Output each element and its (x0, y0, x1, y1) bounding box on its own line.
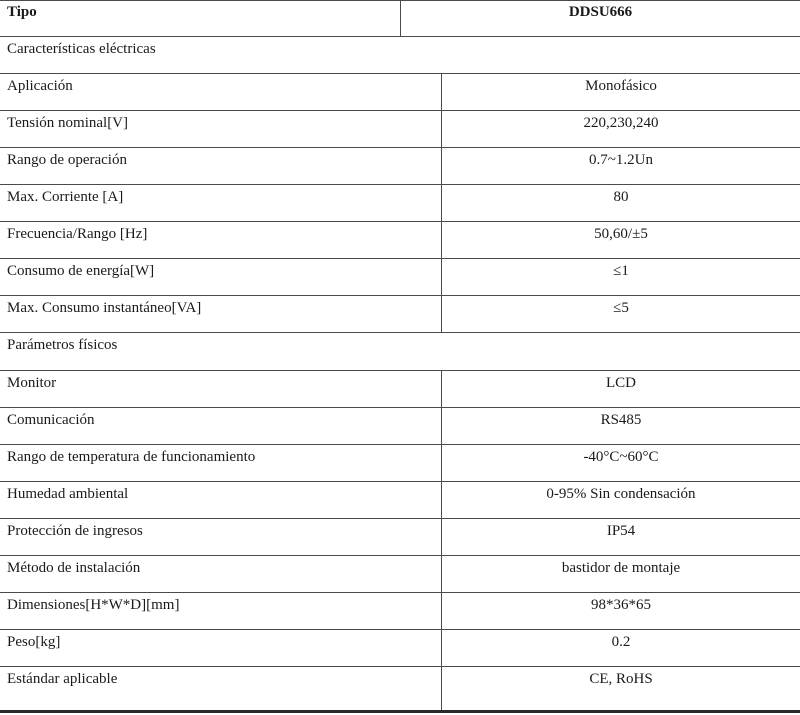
table-row (0, 593, 800, 630)
section-electrical-row (0, 37, 800, 74)
spec-value-voltage: 220,230,240 (441, 111, 800, 147)
table-row (0, 185, 800, 222)
spec-label-dimensions: Dimensiones[H*W*D][mm] (7, 596, 180, 613)
spec-value-humidity: 0-95% Sin condensación (441, 482, 800, 518)
spec-label-standard: Estándar aplicable (7, 671, 118, 687)
section-electrical-label: Características eléctricas (7, 40, 156, 57)
table-row (0, 222, 800, 259)
spec-value-operating-range: 0.7~1.2Un (441, 148, 800, 184)
table-row (0, 111, 800, 148)
table-bottom-border (0, 710, 800, 713)
table-row (0, 556, 800, 593)
header-label: Tipo (7, 3, 37, 20)
spec-label-voltage: Tensión nominal[V] (7, 114, 129, 131)
spec-value-communication: RS485 (441, 408, 800, 444)
section-physical-label: Parámetros físicos (7, 337, 118, 353)
spec-label-instant-consumption: Max. Consumo instantáneo[VA] (7, 299, 202, 316)
table-row (0, 667, 800, 710)
spec-label-humidity: Humedad ambiental (7, 485, 129, 502)
spec-value-temperature-range: -40°C~60°C (441, 445, 800, 481)
spec-label-application: Aplicación (7, 77, 73, 94)
table-row (0, 408, 800, 445)
spec-value-ingress-protection: IP54 (441, 519, 800, 555)
spec-label-temperature-range: Rango de temperatura de funcionamiento (7, 448, 256, 465)
table-header-row (0, 0, 800, 37)
spec-value-dimensions: 98*36*65 (441, 593, 800, 629)
spec-label-monitor: Monitor (7, 374, 57, 391)
table-row (0, 482, 800, 519)
table-row (0, 630, 800, 667)
spec-label-frequency: Frecuencia/Rango [Hz] (7, 225, 148, 242)
spec-label-communication: Comunicación (7, 411, 95, 428)
spec-label-operating-range: Rango de operación (7, 151, 127, 168)
spec-value-instant-consumption: ≤5 (441, 296, 800, 332)
spec-label-max-current: Max. Corriente [A] (7, 188, 124, 205)
table-row (0, 148, 800, 185)
spec-label-weight: Peso[kg] (7, 633, 61, 650)
spec-label-installation: Método de instalación (7, 559, 141, 576)
spec-value-standard: CE, RoHS (441, 667, 800, 710)
spec-value-monitor: LCD (441, 371, 800, 407)
spec-label-ingress-protection: Protección de ingresos (7, 522, 143, 539)
table-row (0, 296, 800, 333)
spec-value-weight: 0.2 (441, 630, 800, 666)
table-row (0, 519, 800, 556)
table-row (0, 371, 800, 408)
spec-value-power-consumption: ≤1 (441, 259, 800, 295)
table-row (0, 74, 800, 111)
spec-value-frequency: 50,60/±5 (441, 222, 800, 258)
table-row (0, 445, 800, 482)
spec-value-application: Monofásico (441, 74, 800, 110)
spec-label-power-consumption: Consumo de energía[W] (7, 262, 155, 279)
table-row (0, 259, 800, 296)
spec-value-installation: bastidor de montaje (441, 556, 800, 592)
section-physical-row (0, 333, 800, 371)
header-model: DDSU666 (400, 0, 800, 36)
spec-value-max-current: 80 (441, 185, 800, 221)
